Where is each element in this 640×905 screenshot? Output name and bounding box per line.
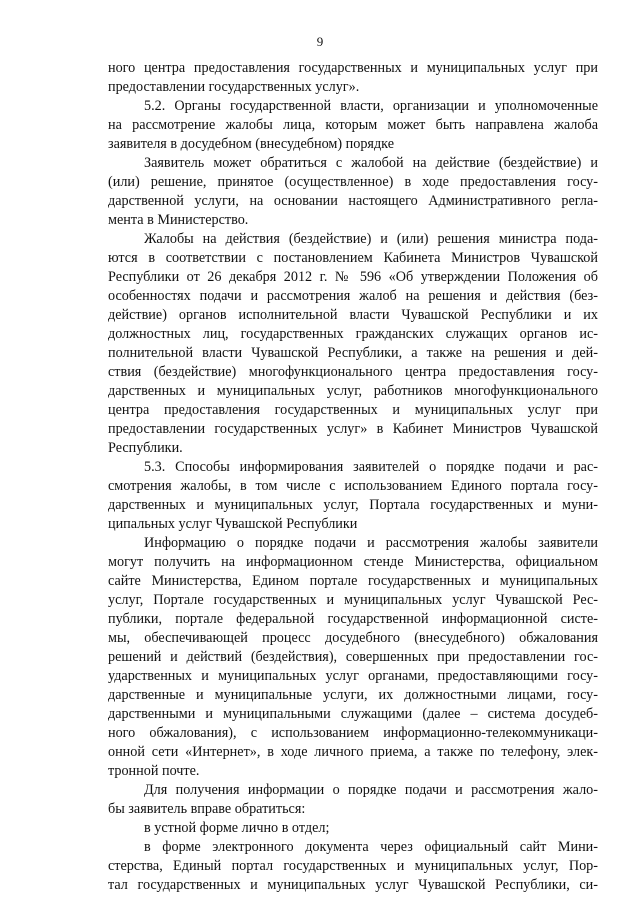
text-line: заявителя в досудебном (внесудебном) порядке xyxy=(108,136,394,152)
text-line: ципальных услуг Чувашской Республики xyxy=(108,516,358,532)
text-line: Заявитель может обратиться с жалобой на действие (бездействие) и xyxy=(144,155,598,171)
text-line: ного центра предоставления государственных и муниципальных услуг при xyxy=(108,60,598,76)
text-line: услуг, Портале государственных и муниципальных услуг Чувашской Рес- xyxy=(108,592,598,608)
text-line: ствия (бездействие) многофункционального центра предоставления госу- xyxy=(108,364,598,380)
text-line: должностных лиц, государственных гражданских служащих органов ис- xyxy=(108,326,598,342)
text-line: стерства, Единый портал государственных и муниципальных услуг, Пор- xyxy=(108,858,598,874)
document-body xyxy=(108,59,598,895)
text-line: в устной форме лично в отдел; xyxy=(144,820,330,836)
text-line: публики, портале федеральной государственной информационной систе- xyxy=(108,611,598,627)
text-line: Информацию о порядке подачи и рассмотрения жалобы заявители xyxy=(144,535,598,551)
text-line: дарственными и муниципальными служащими (далее – система досудеб- xyxy=(108,706,598,722)
text-line: смотрения жалобы, в том числе с использованием Единого портала госу- xyxy=(108,478,598,494)
text-line: дарственные и муниципальные услуги, их должностными лицами, госу- xyxy=(108,687,598,703)
text-line: онной сети «Интернет», в ходе личного приема, а также по телефону, элек- xyxy=(108,744,598,760)
text-line: мы, обеспечивающей процесс досудебного (внесудебного) обжалования xyxy=(108,630,598,646)
text-line: на рассмотрение жалобы лица, которым может быть направлена жалоба xyxy=(108,117,598,133)
text-line: Для получения информации о порядке подачи и рассмотрения жало- xyxy=(144,782,598,798)
text-line: ются в соответствии с постановлением Кабинета Министров Чувашской xyxy=(108,250,598,266)
text-line: 5.2. Органы государственной власти, организации и уполномоченные xyxy=(144,98,598,114)
text-line: ного обжалования), с использованием информационно-телекоммуникаци- xyxy=(108,725,598,741)
text-line: ударственных и муниципальных услуг органами, предоставляющими госу- xyxy=(108,668,598,684)
text-line: Республики. xyxy=(108,440,183,456)
text-line: сайте Министерства, Едином портале государственных и муниципальных xyxy=(108,573,598,589)
page-number: 9 xyxy=(316,34,324,49)
text-line: Жалобы на действия (бездействие) и (или) решения министра пода- xyxy=(144,231,598,247)
text-line: мента в Министерство. xyxy=(108,212,249,228)
text-line: дарственной услуги, на основании настоящего Административного регла- xyxy=(108,193,598,209)
text-line: полнительной власти Чувашской Республики, а также на решения и дей- xyxy=(108,345,598,361)
text-line: тал государственных и муниципальных услуг Чувашской Республики, си- xyxy=(108,877,598,893)
text-line: в форме электронного документа через официальный сайт Мини- xyxy=(144,839,598,855)
text-line: бы заявитель вправе обратиться: xyxy=(108,801,306,817)
text-line: предоставлении государственных услуг». xyxy=(108,79,360,95)
text-line: особенностях подачи и рассмотрения жалоб на решения и действия (без- xyxy=(108,288,598,304)
text-line: решений и действий (бездействия), совершенных при предоставлении гос- xyxy=(108,649,598,665)
text-line: центра предоставления государственных и муниципальных услуг при xyxy=(108,402,598,418)
text-line: тронной почте. xyxy=(108,763,200,779)
text-line: Республики от 26 декабря 2012 г. № 596 «Об утверждении Положения об xyxy=(108,269,598,285)
text-line: (или) решение, принятое (осуществленное) в ходе предоставления госу- xyxy=(108,174,598,190)
text-line: 5.3. Способы информирования заявителей о порядке подачи и рас- xyxy=(144,459,598,475)
text-line: дарственных и муниципальных услуг, работников многофункционального xyxy=(108,383,598,399)
text-line: дарственных и муниципальных услуг, Портала государственных и муни- xyxy=(108,497,598,513)
text-line: предоставлении государственных услуг» в Кабинет Министров Чувашской xyxy=(108,421,598,437)
text-line: действие) органов исполнительной власти Чувашской Республики и их xyxy=(108,307,598,323)
text-line: могут получить на информационном стенде Министерства, официальном xyxy=(108,554,598,570)
